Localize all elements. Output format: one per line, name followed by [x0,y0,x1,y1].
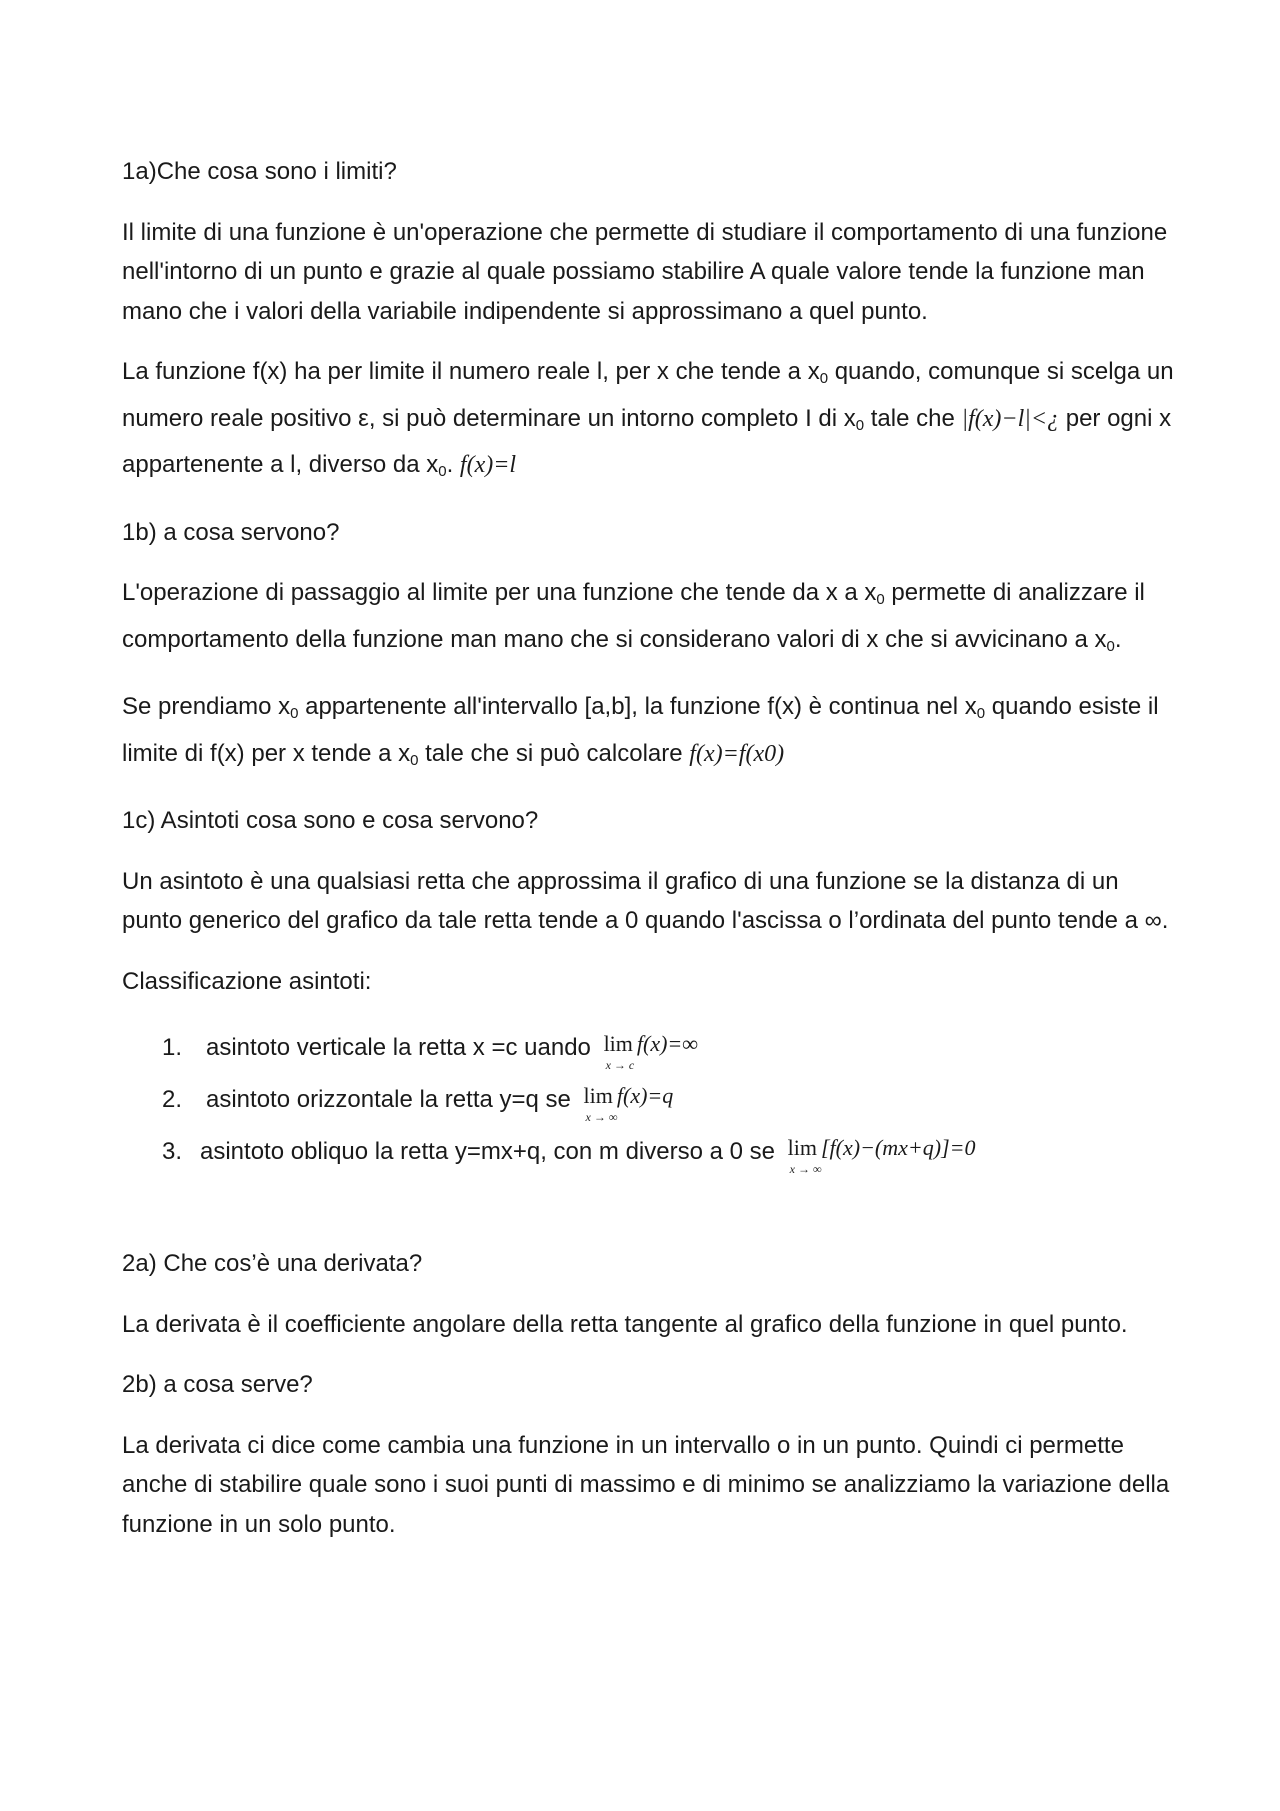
heading-1b: 1b) a cosa servono? [122,518,340,546]
formula-vertical-asymptote: lim f(x)=∞ x → c [603,1031,698,1072]
paragraph-continuity: Se prendiamo $x_0$ appartenente all'intervallo [a,b], la funzione f(x) è continua nel $x_0$ quando esiste il limite di f(x) per x tende a $x_0$ tale che si può calcolare f(x)=f(x0) [122,693,1159,769]
paragraph-derivative-definition: La derivata è il coefficiente angolare della retta tangente al grafico della funzione in quel punto. [122,1310,1128,1338]
heading-1a: 1a)Che cosa sono i limiti? [122,158,397,185]
formula-oblique-asymptote: lim [f(x)−(mx+q)]=0 x → ∞ [787,1135,976,1176]
list-item: 1. asintoto verticale la retta x =c uando lim f(x)=∞ x → c [162,1031,698,1072]
paragraph-limits-definition: Il limite di una funzione è un'operazione che permette di studiare il comportamento di una funzione nell'intorno di un punto e grazie al quale possiamo stabilire A quale valore tende la funzione man mano che i valori della variabile indipendente si approssimano a quel punto. [122,218,1168,325]
paragraph-asymptote-definition: Un asintoto è una qualsiasi retta che approssima il grafico di una funzione se la distanza di un punto generico del grafico da tale retta tende a 0 quando l'ascissa o l’ordinata del punto tende a ∞. [122,867,1169,934]
formula-limit: f(x)=l [459,452,517,478]
paragraph-limit-formal: La funzione f(x) ha per limite il numero reale l, per x che tende a $x_0$ quando, comunque si scelga un numero reale positivo ε, si può determinare un intorno completo I di $x_0$ tale che |f(x)−l|<¿ per ogni x appartenente a l, diverso da $x_0$. f(x)=l [122,358,1174,480]
heading-1c: 1c) Asintoti cosa sono e cosa servono? [122,807,539,834]
list-item: 2. asintoto orizzontale la retta y=q se lim f(x)=q x → ∞ [162,1083,674,1124]
heading-2b: 2b) a cosa serve? [122,1371,313,1398]
formula-epsilon: |f(x)−l|<¿ [961,405,1060,432]
paragraph-derivative-use: La derivata ci dice come cambia una funzione in un intervallo o in un punto. Quindi ci permette anche di stabilire quale sono i suoi punti di massimo e di minimo se analizziamo la variazione della funzione in un solo punto. [122,1431,1170,1538]
paragraph-limit-use: L'operazione di passaggio al limite per una funzione che tende da x a $x_0$ permette di analizzare il comportamento della funzione man mano che si considerano valori di x che si avvicinano a $x_0$. [122,579,1145,655]
section-spacer [122,1178,1182,1244]
list-item: 3. asintoto obliquo la retta y=mx+q, con m diverso a 0 se lim [f(x)−(mx+q)]=0 x → ∞ [162,1135,976,1176]
asymptote-list [162,1022,1182,1178]
classification-title: Classificazione asintoti: [122,967,372,995]
formula-horizontal-asymptote: lim f(x)=q x → ∞ [583,1083,674,1124]
formula-continuity: f(x)=f(x0) [689,740,785,767]
document-body [122,152,1182,1565]
heading-2a: 2a) Che cos’è una derivata? [122,1250,423,1277]
